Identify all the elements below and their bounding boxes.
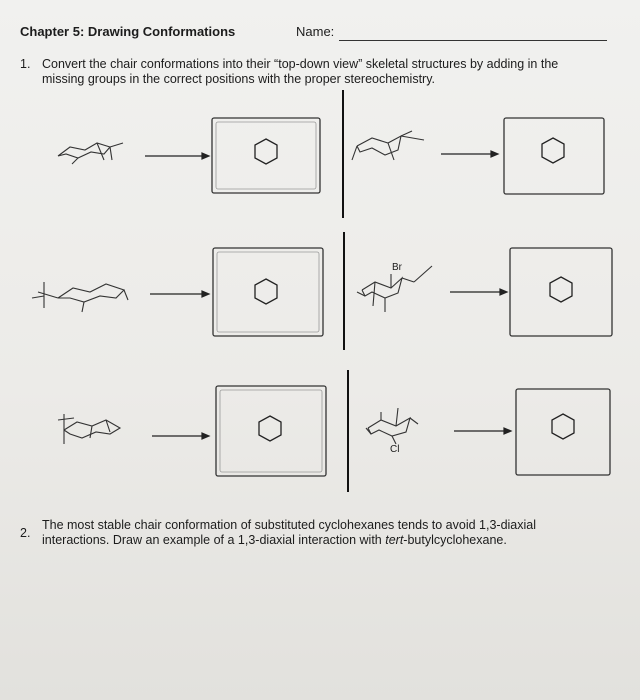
chair-structure-5 [58,414,120,444]
reaction-arrow-1 [145,153,209,159]
chair-structure-2 [352,131,424,160]
reaction-arrow-5 [152,433,209,439]
reaction-arrow-4 [450,289,507,295]
question-2-text-italic: tert [385,533,404,547]
answer-box-3 [213,248,323,336]
chair-structure-6 [366,408,418,444]
center-divider [343,90,348,492]
answer-box-2 [504,118,604,194]
reaction-arrow-3 [150,291,209,297]
bromine-label: Br [392,262,402,273]
chair-structure-3 [32,282,128,312]
answer-box-4 [510,248,612,336]
answer-box-5 [216,386,326,476]
name-label: Name: [296,24,335,39]
question-2-text-end: -butylcyclohexane. [403,533,507,547]
reaction-arrow-2 [441,151,498,157]
question-2-text [42,518,602,548]
chapter-title: Chapter 5: Drawing Conformations [20,24,236,39]
question-1-text: Convert the chair conformations into their “top-down view” skeletal structures by adding in the missing groups in the correct positions with the proper stereochemistry. [42,57,559,86]
chlorine-label: Cl [390,444,400,455]
reaction-arrow-6 [454,428,511,434]
question-2-text-start: The most stable chair conformation of substituted cyclohexanes tends to avoid 1,3-diaxial interactions. Draw an example of a 1,3-diaxial interaction with [42,518,537,547]
chair-structure-1 [58,143,123,164]
answer-box-6 [516,389,610,475]
question-1-number: 1. [20,57,31,71]
answer-box-1 [212,118,320,193]
question-2-number: 2. [20,526,31,540]
